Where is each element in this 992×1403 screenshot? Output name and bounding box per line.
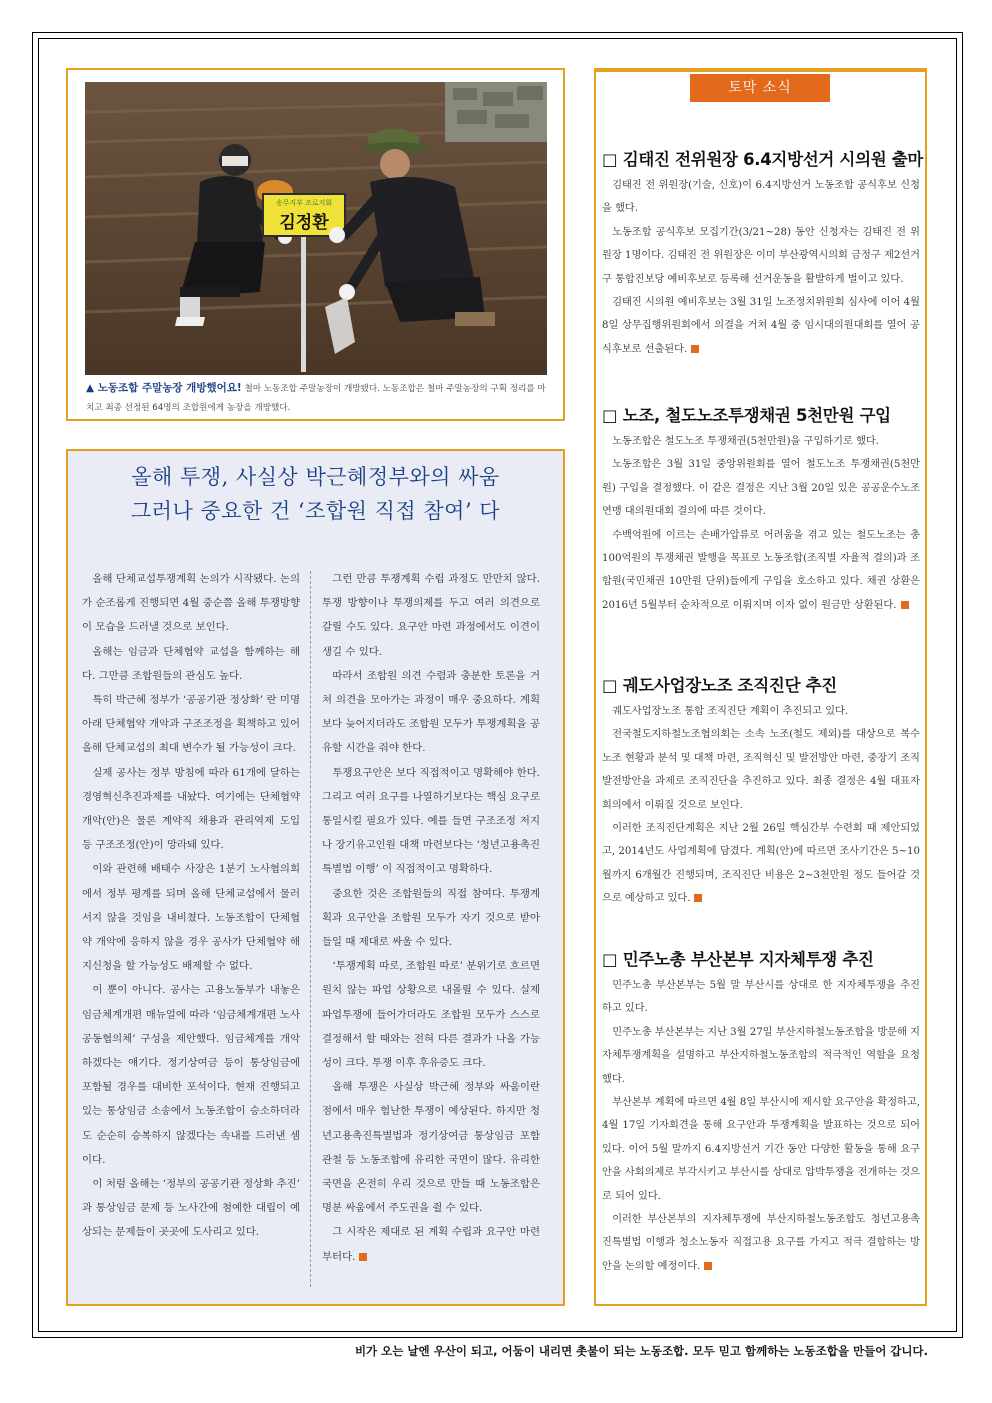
article-paragraph: 이 처럼 올해는 ‘정부의 공공기관 정상화 추진’ 과 통상임금 문제 등 노사간에 첨예한 대립이 예상되는 문제들이 곳곳에 도사리고 있다. <box>82 1178 300 1239</box>
news-item <box>602 402 920 617</box>
end-square-icon <box>359 1253 367 1261</box>
photo-caption <box>86 379 548 418</box>
news-paragraph: 노동조합 공식후보 모집기간(3/21~28) 동안 신청자는 김태진 전 위원장 1명이다. 김태진 전 위원장은 이미 부산광역시의회 금정구 제2선거구 통합진보당 예비후보로 등록해 선거운동을 활발하게 벌이고 있다. <box>602 226 920 285</box>
news-item-title: □ 김태진 전위원장 6.4지방선거 시의원 출마 <box>602 150 924 169</box>
article-paragraph-last <box>322 1220 540 1268</box>
news-tab-title: 토막 소식 <box>690 74 830 102</box>
news-paragraph-last <box>602 817 920 911</box>
article-paragraph: 이와 관련해 배태수 사장은 1분기 노사협의회에서 정부 평계를 되며 올해 단체교섭에서 물러서지 않을 것임을 내비쳤다. 노동조합이 단체협약 개악에 응하지 않을 경우 공사가 단체협약 해지신청을 할 가능성도 배제할 수 없다. <box>82 863 300 973</box>
article-paragraph: 실제 공사는 정부 방침에 따라 61개에 달하는 경영혁신추진과제를 내놨다. 여기에는 단체협약 개악(안)은 물론 계약직 채용과 관리역제 도입 등 구조조정(안)이 망라돼 있다. <box>82 766 300 852</box>
end-square-icon <box>704 1262 712 1270</box>
photo-box <box>66 68 565 421</box>
article-paragraph: 이 뿐이 아니다. 공사는 고용노동부가 내놓은 임금체계개편 매뉴얼에 따라 ‘임금체계개편 노사공동협의체’ 구성을 제안했다. 임금체계를 개악하겠다는 얘기다. 정기상여금 등이 통상임금에 포함될 경우를 대비한 포석이다. 현재 진행되고 있는 통상임금 소송에서 노동조합이 승소하더라도 순순히 승복하지 않겠다는 속내를 드러낸 셈이다. <box>82 984 300 1166</box>
article-paragraph: 올해 투쟁은 사실상 박근혜 정부와 싸움이란 점에서 매우 험난한 투쟁이 예상된다. 하지만 청년고용촉진특별법과 정기상여금 통상임금 포함 관철 등 노동조합에 유리한 국면이 많다. 유리한 국면을 온전히 우리 것으로 만들 때 노동조합은 명분 싸움에서 주도권을 쥘 수 있다. <box>322 1081 540 1215</box>
caption-text: 철마 노동조합 주말농장이 개방됐다. 노동조합은 철마 주말농장의 구획 정리를 마치고 최종 선정된 64명의 조합원에게 농장을 개방했다. <box>86 384 546 413</box>
news-paragraph-last <box>602 524 920 618</box>
news-item <box>602 146 924 361</box>
article-headline-1: 올해 투쟁, 사실상 박근혜정부와의 싸움 <box>131 465 500 489</box>
news-paragraph: 부산본부 계획에 따르면 4월 8일 부산시에 제시할 요구안을 확정하고, 4월 17일 기자회견을 통해 요구안과 투쟁계획을 발표하는 것으로 되어 있다. 이어 5월 말까지 6.4지방선거 기간 동안 다양한 활동을 통해 요구안을 사회의제로 부각시키고 부산시를 상대로 압박투쟁을 전개하는 것으로 되어 있다. <box>602 1097 921 1202</box>
article-paragraph: 특히 박근혜 정부가 ‘공공기관 정상화’ 란 미명 아래 단체협약 개악과 구조조정을 획책하고 있어 올해 단체교섭의 최대 변수가 될 가능성이 크다. <box>82 694 300 755</box>
article-paragraph: 따라서 조합원 의견 수렴과 충분한 토론을 거쳐 의견을 모아가는 과정이 매우 중요하다. 계획보다 늦어지더라도 조합원 모두가 투쟁계획을 공유할 시간을 줘야 한다. <box>322 669 540 755</box>
farm-photo <box>85 82 547 375</box>
news-box <box>594 68 927 1306</box>
news-paragraph: 노동조합은 3월 31일 중앙위원회를 열어 철도노조 투쟁채권(5천만원) 구입을 결정했다. 이 같은 결정은 지난 3월 20일 있은 공공운수노조연맹 대의원대회 결의에 따른 것이다. <box>602 459 920 518</box>
news-item-title: □ 궤도사업장노조 조직진단 추진 <box>602 676 837 695</box>
article-paragraph: 올해 단체교섭투쟁계획 논의가 시작됐다. 논의가 순조롭게 진행되면 4월 중순쯤 올해 투쟁방향이 모습을 드러낼 것으로 보인다. <box>82 573 300 634</box>
article-column-left <box>82 567 300 1245</box>
end-square-icon <box>901 601 909 609</box>
news-closing-text: 김태진 시의원 예비후보는 3월 31일 노조정치위원회 심사에 이어 4월 8일 상무집행위원회에서 의결을 거쳐 4월 중 임시대의원대회를 열어 공식후보로 선출된다. <box>602 297 920 355</box>
news-item <box>602 946 920 1278</box>
end-square-icon <box>691 345 699 353</box>
article-paragraph: 그런 만큼 투쟁계획 수립 과정도 만만치 않다. 투쟁 방향이나 투쟁의제를 두고 여러 의견으로 갈릴 수도 있다. 요구안 마련 과정에서도 이견이 생길 수 있다. <box>322 573 540 658</box>
article-paragraph: 올해는 임금과 단체협약 교섭을 함께하는 해다. 그만큼 조합원들의 관심도 높다. <box>82 645 300 682</box>
article-headline-2: 그러나 중요한 건 ‘조합원 직접 참여’ 다 <box>130 499 501 523</box>
sign-top-text: 송무지부 조로지회 <box>275 199 333 207</box>
end-square-icon <box>694 894 702 902</box>
caption-title: ▲ 노동조합 주말농장 개방했어요! <box>86 382 242 394</box>
news-closing-text: 수백억원에 이르는 손배가압류로 어려움을 겪고 있는 철도노조는 총 100억원의 투쟁채권 발행을 목표로 노동조합(조직별 자율적 결의)과 조합원(국민채권 10만원 단위)들에게 구입을 호소하고 있다. 채권 상환은 2016년 5월부터 순차적으로 이뤄지며 이자 없이 원금만 상환된다. <box>602 529 920 611</box>
article-paragraph: 투쟁요구안은 보다 직접적이고 명확해야 한다. 그리고 여러 요구를 나열하기보다는 핵심 요구로 통일시킬 필요가 있다. 예를 들면 구조조정 저지나 장기유고인원 대책 마련보다는 ‘청년고용촉진특별법 이행’ 이 직접적이고 명확하다. <box>322 766 540 876</box>
news-paragraph: 민주노총 부산본부는 지난 3월 27일 부산지하철노동조합을 방문해 지자체투쟁계획을 설명하고 부산지하철노동조합의 적극적인 역할을 요청했다. <box>602 1026 921 1085</box>
news-paragraph: 전국철도지하철노조협의회는 소속 노조(철도 제외)를 대상으로 복수노조 현황과 분석 및 대책 마련, 조직혁신 및 발전방안 마련, 중장기 조직발전방안을 과제로 조직진단을 추진하고 있다. 최종 결정은 4월 대표자회의에서 이뤄질 것으로 보인다. <box>602 729 920 811</box>
article-paragraph: 중요한 것은 조합원들의 직접 참여다. 투쟁계획과 요구안을 조합원 모두가 자기 것으로 받아들일 때 제대로 싸울 수 있다. <box>322 887 540 949</box>
article-column-right <box>322 567 540 1269</box>
news-paragraph: 궤도사업장노조 통합 조직진단 계획이 추진되고 있다. <box>612 706 849 717</box>
news-paragraph-last <box>602 291 920 361</box>
news-item-title: □ 민주노총 부산본부 지자체투쟁 추진 <box>602 950 874 969</box>
column-divider <box>310 571 311 1287</box>
news-paragraph: 김태진 전 위원장(기술, 신호)이 6.4지방선거 노동조합 공식후보 신청을 했다. <box>602 180 920 215</box>
article-paragraph: ‘투쟁계획 따로, 조합원 따로’ 분위기로 흐르면 원치 않는 파업 상황으로 내몰릴 수 있다. 실제 파업투쟁에 들어가더라도 조합원 모두가 스스로 결정해서 할 때와는 전혀 다른 결과가 나올 가능성이 크다. 투쟁 이후 후유증도 크다. <box>322 960 540 1070</box>
news-paragraph: 노동조합은 철도노조 투쟁채권(5천만원)을 구입하기로 했다. <box>612 436 879 447</box>
news-closing-text: 이러한 조직진단계획은 지난 2월 26일 핵심간부 수련회 때 제안되었고, 2014년도 사업계획에 담겼다. 계획(안)에 따르면 조사기간은 5~10월까지 6개월간 진행되며, 조직진단 비용은 2~3천만원 정도 들어갈 것으로 예상하고 있다. <box>602 823 920 905</box>
news-item <box>602 672 920 911</box>
article-closing-text: 그 시작은 제대로 된 계획 수립과 요구안 마련부터다. <box>322 1226 540 1263</box>
footer-slogan: 비가 오는 날엔 우산이 되고, 어둠이 내리면 촛불이 되는 노동조합. 모두 믿고 함께하는 노동조합을 만들어 갑니다. <box>354 1344 928 1358</box>
main-article <box>66 449 565 1306</box>
news-item-title: □ 노조, 철도노조투쟁채권 5천만원 구입 <box>602 406 891 425</box>
sign-name-text: 김정환 <box>279 213 329 233</box>
news-closing-text: 이러한 부산본부의 지자체투쟁에 부산지하철노동조합도 청년고용촉진특별법 이행과 청소노동자 직접고용 요구를 가지고 적극 결합하는 방안을 논의할 예정이다. <box>602 1214 920 1272</box>
news-paragraph-last <box>602 1208 920 1278</box>
news-paragraph: 민주노총 부산본부는 5월 말 부산시를 상대로 한 지자체투쟁을 추진하고 있다. <box>602 980 920 1015</box>
farm-photo-illustration <box>85 82 547 375</box>
